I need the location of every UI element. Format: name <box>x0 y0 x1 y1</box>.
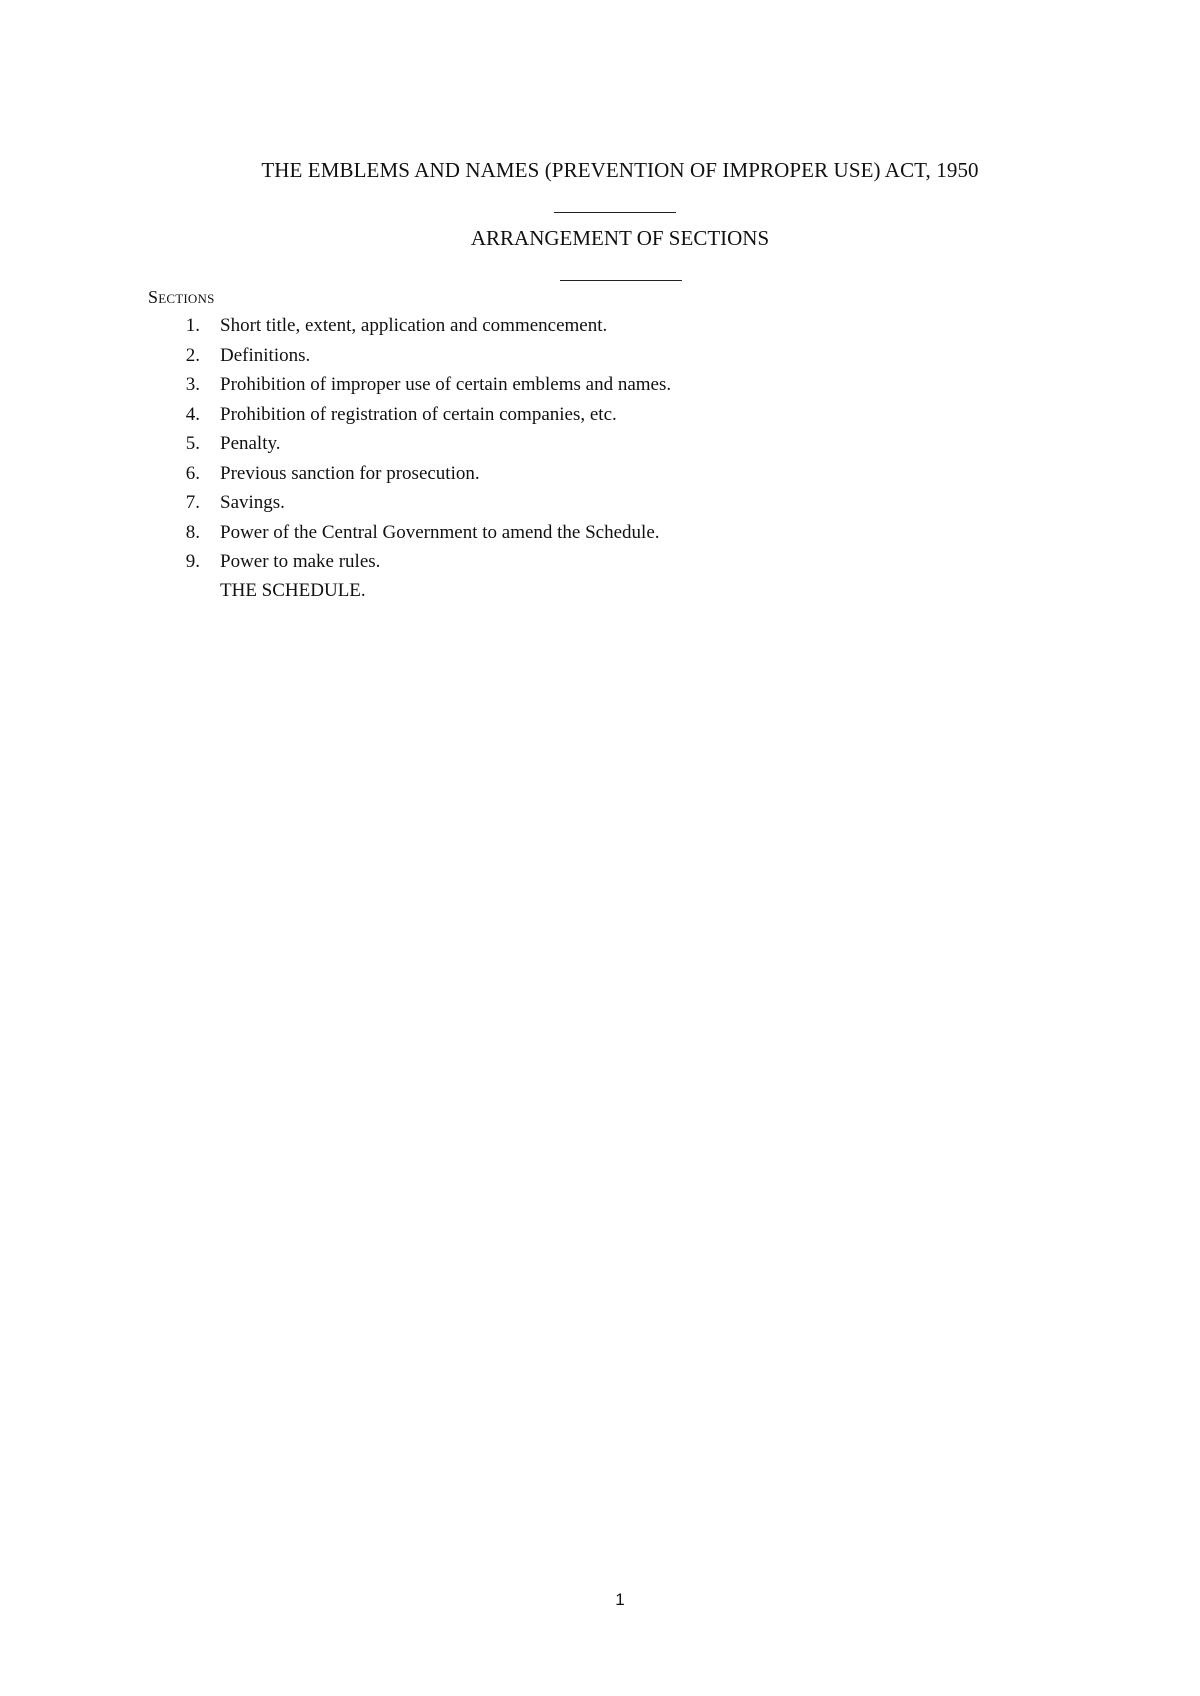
title-divider <box>554 212 676 213</box>
section-title: Savings. <box>220 492 285 513</box>
heading-divider <box>560 280 682 281</box>
section-title: Power of the Central Government to amend the Schedule. <box>220 521 660 543</box>
section-number: 2. <box>185 344 200 366</box>
section-entry <box>0 488 1200 518</box>
section-number: 6. <box>185 462 200 484</box>
section-title: Prohibition of registration of certain companies, etc. <box>220 403 617 425</box>
section-title: Penalty. <box>220 433 281 454</box>
section-title: Previous sanction for prosecution. <box>220 462 480 484</box>
section-title: Prohibition of improper use of certain emblems and names. <box>220 374 672 395</box>
schedule-label: THE SCHEDULE. <box>220 580 366 601</box>
section-entry <box>0 429 1200 459</box>
section-entry <box>0 400 1200 430</box>
sections-list <box>0 311 1200 577</box>
section-number: 1. <box>185 315 200 336</box>
section-title: Power to make rules. <box>220 551 381 572</box>
section-title: Definitions. <box>220 344 311 366</box>
section-number: 8. <box>185 521 200 543</box>
section-number: 3. <box>185 374 200 395</box>
section-number: 7. <box>185 492 200 513</box>
section-number: 4. <box>185 403 200 425</box>
section-entry <box>0 459 1200 489</box>
arrangement-heading: ARRANGEMENT OF SECTIONS <box>470 226 770 250</box>
section-entry <box>0 518 1200 548</box>
section-entry <box>0 341 1200 371</box>
section-entry <box>0 370 1200 400</box>
section-title: Short title, extent, application and commencement. <box>220 315 608 336</box>
section-number: 5. <box>185 433 200 454</box>
page-number: 1 <box>615 1590 625 1609</box>
section-entry <box>0 311 1200 341</box>
section-number: 9. <box>185 551 200 572</box>
sections-label: Sections <box>148 287 215 307</box>
section-entry <box>0 547 1200 577</box>
document-title: THE EMBLEMS AND NAMES (PREVENTION OF IMPROPER USE) ACT, 1950 <box>261 158 979 182</box>
